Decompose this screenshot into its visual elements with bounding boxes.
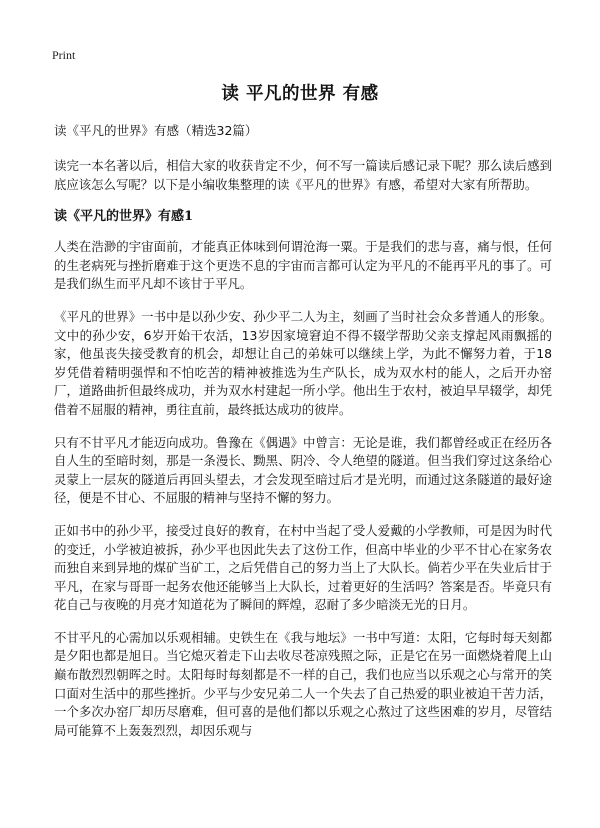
print-link[interactable]: Print [52,48,76,62]
document-body [54,122,552,754]
intro-paragraph: 读完一本名著以后，相信大家的收获肯定不少，何不写一篇读后感记录下呢？那么读后感到底应该怎么写呢？以下是小编收集整理的读《平凡的世界》有感，希望对大家有所帮助。 [54,158,552,192]
document-subtitle: 读《平凡的世界》有感（精选32篇） [54,123,258,138]
section-heading: 读《平凡的世界》有感1 [54,209,194,225]
body-paragraph: 不甘平凡的心需加以乐观相辅。史铁生在《我与地坛》一书中写道：太阳，它每时每天刻都是夕阳也都是旭日。当它熄灭着走下山去收尽苍凉残照之际，正是它在另一面燃烧着爬上山巅布散烈烈朝晖之时。太阳每时每刻都是不一样的自己，我们也应当以乐观之心与常开的笑口面对生活中的那些挫折。少平与少安兄弟二人一个失去了自己热爱的职业被迫干苦力活，一个多次办窑厂却历尽磨难，但可喜的是他们都以乐观之心熬过了这些困难的岁月，尽管结局可能算不上轰轰烈烈，却因乐观与 [54,629,552,738]
body-paragraph: 只有不甘平凡才能迈向成功。鲁豫在《偶遇》中曾言：无论是谁，我们都曾经或正在经历各自人生的至暗时刻，那是一条漫长、黝黑、阴冷、令人绝望的隧道。但当我们穿过这条给心灵蒙上一层灰的隧道后再回头望去，才会发现至暗过后才是光明，而通过这条隧道的最好途径，便是不甘心、不屈服的精神与坚持不懈的努力。 [54,434,552,506]
body-paragraph: 《平凡的世界》一书中是以孙少安、孙少平二人为主，刻画了当时社会众多普通人的形象。文中的孙少安，6岁开始干农活，13岁因家境窘迫不得不辍学帮助父亲支撑起风雨飘摇的家，他虽丧失接受教育的机会，却想让自己的弟妹可以继续上学，为此不懈努力着，于18岁凭借着精明强悍和不怕吃苦的精神被推选为生产队长，成为双水村的能人，之后开办窑厂，道路曲折但最终成功，并为双水村建起一所小学。他出生于农村，被迫早早辍学，却凭借着不屈服的精神，勇往直前，最终抵达成功的彼岸。 [54,308,552,417]
body-paragraph: 正如书中的孙少平，接受过良好的教育，在村中当起了受人爱戴的小学教师，可是因为时代的变迁，小学被迫被拆，孙少平也因此失去了这份工作，但高中毕业的少平不甘心在家务农而独自来到异地的煤矿当矿工，之后凭借自己的努力当上了大队长。倘若少平在失业后甘于平凡，在家与哥哥一起务农他还能够当上大队长，过着更好的生活吗？答案是否。毕竟只有花自己与夜晚的月亮才知道花为了瞬间的辉煌，忍耐了多少暗淡无光的日月。 [54,522,552,613]
body-paragraph: 人类在浩渺的宇宙面前，才能真正体味到何谓沧海一粟。于是我们的悲与喜，痛与恨，任何的生老病死与挫折磨难于这个更迭不息的宇宙而言都可认定为平凡的不能再平凡的事了。可是我们纵生而平凡却不该甘于平凡。 [54,239,552,292]
document-title: 读 平凡的世界 有感 [221,84,379,104]
